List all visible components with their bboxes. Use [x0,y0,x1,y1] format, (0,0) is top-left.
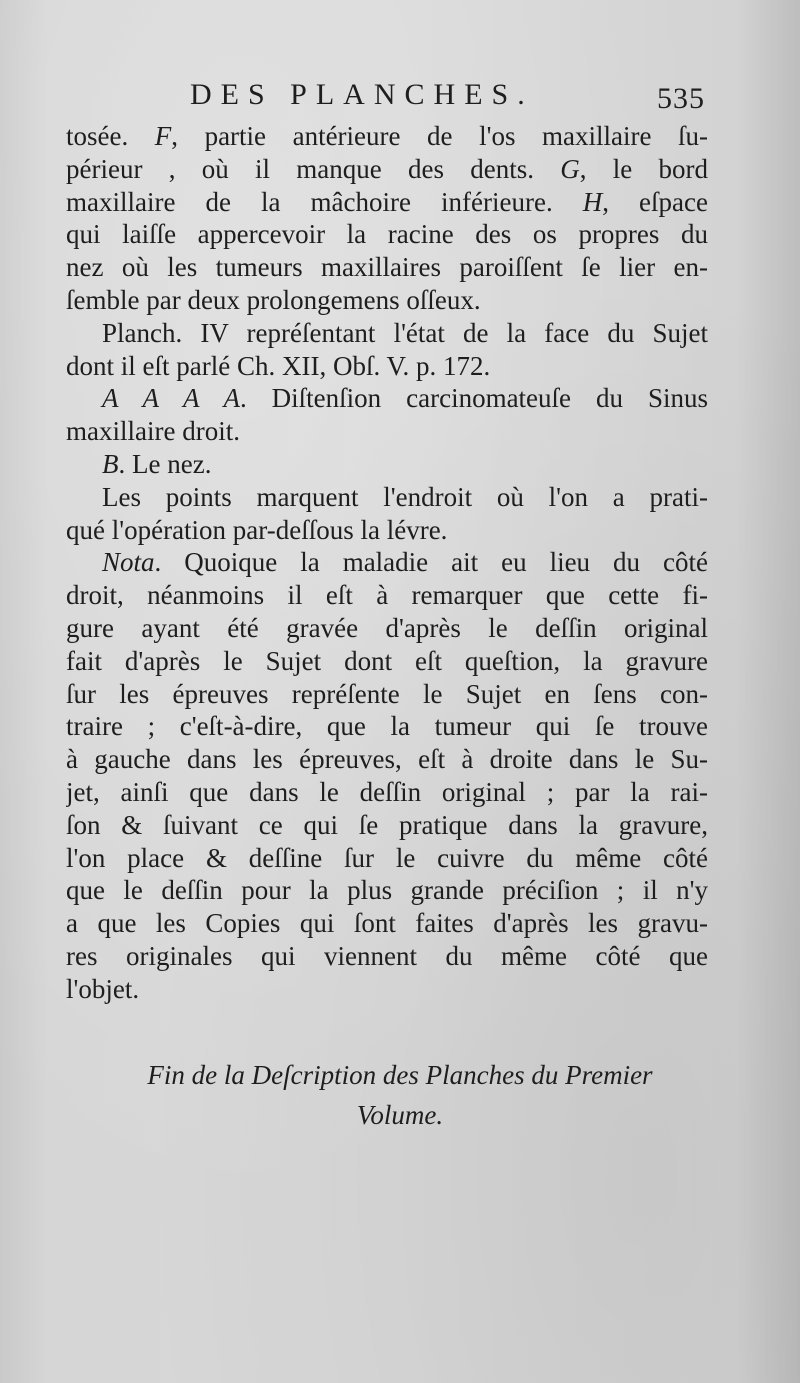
text-line: ſur les épreuves repréſente le Sujet en ſens con- [66,678,708,709]
text-line: nez où les tumeurs maxillaires paroiſſent ſe lier en- [66,252,708,283]
text-line: Nota. Quoique la maladie ait eu lieu du côté [102,547,708,578]
text-line: tosée. F, partie antérieure de l'os maxillaire ſu- [66,121,708,151]
closing-line: Fin de la Deſcription des Planches du Premier [147,1060,653,1090]
text-line: droit, néanmoins il eſt à remarquer que cette fi- [66,580,708,611]
text-line: traire ; c'eſt-à-dire, que la tumeur qui ſe trouve [66,711,708,742]
text-line: que le deſſin pour la plus grande préciſion ; il n'y [66,875,708,906]
text-line: dont il eſt parlé Ch. XII, Obſ. V. p. 172. [66,350,491,381]
text-line: périeur , où il manque des dents. G, le bord [66,153,708,184]
closing-line: Volume. [356,1100,444,1130]
text-line: qui laiſſe appercevoir la racine des os propres du [66,219,708,250]
text-line: l'on place & deſſine ſur le cuivre du même côté [66,842,708,873]
text-line: maxillaire de la mâchoire inférieure. H, eſpace [66,186,708,217]
text-line: l'objet. [66,973,140,1004]
page-header [0,78,800,118]
text-line: maxillaire droit. [66,416,240,447]
text-line: Les points marquent l'endroit où l'on a prati- [102,481,708,512]
text-line: à gauche dans les épreuves, eſt à droite dans le Su- [66,744,708,775]
text-line: ſemble par deux prolongemens oſſeux. [66,284,481,315]
text-line: a que les Copies qui ſont faites d'après les gravu- [66,908,708,939]
text-line: B. Le nez. [102,448,212,479]
closing-note [0,1055,800,1135]
text-line: fait d'après le Sujet dont eſt queſtion, la gravure [66,645,708,676]
body-text [66,120,708,1006]
text-line: gure ayant été gravée d'après le deſſin original [66,612,708,643]
text-line: ſon & ſuivant ce qui ſe pratique dans la gravure, [66,809,708,840]
running-head: DES PLANCHES. [190,78,534,111]
text-line: res originales qui viennent du même côté que [66,940,708,971]
text-line: A A A A. Diſtenſion carcinomateuſe du Sinus [102,383,708,414]
text-line: Planch. IV repréſentant l'état de la face du Sujet [102,317,708,348]
page-number: 535 [657,82,705,115]
text-line: qué l'opération par-deſſous la lévre. [66,514,448,545]
text-line: jet, ainſi que dans le deſſin original ; par la rai- [66,776,708,807]
